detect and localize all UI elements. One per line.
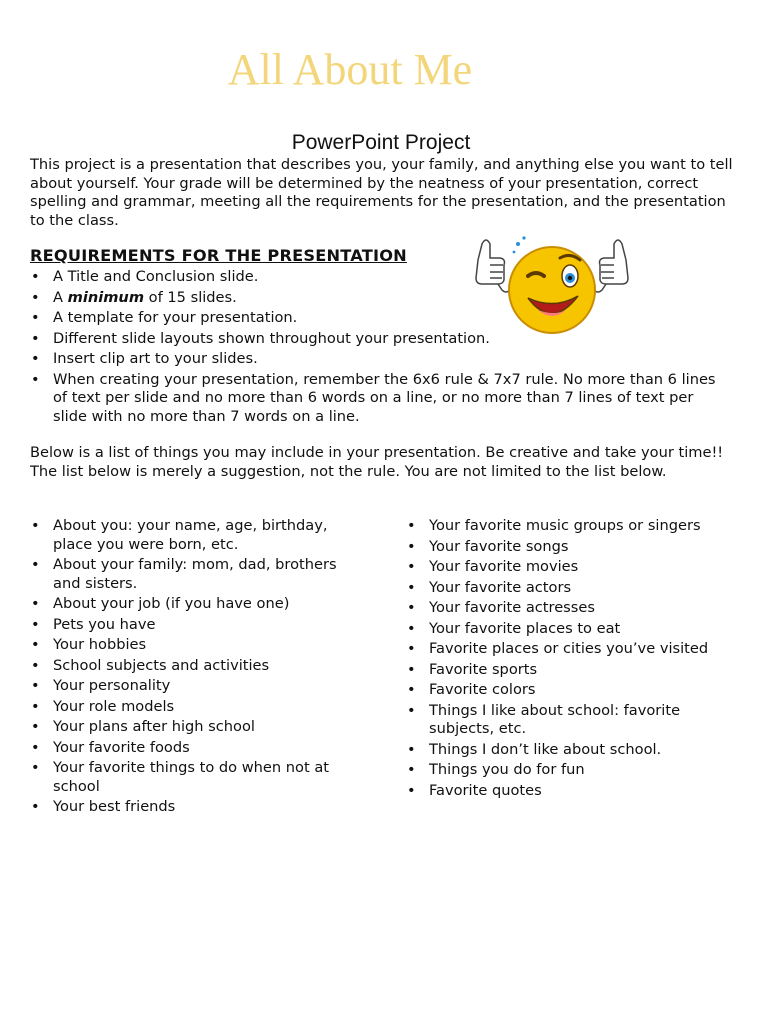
list-item: • Your personality [30,677,365,696]
list-item: • Things I like about school: favorite subjects, etc. [406,702,746,739]
list-item: • When creating your presentation, remember the 6x6 rule & 7x7 rule. No more than 6 lines of text per slide and no more than 6 words on a line, or no more than 7 lines of text per slide with no more than 7 words on a line. [30,371,730,427]
intro-paragraph: This project is a presentation that describes you, your family, and anything else you want to tell about yourself. Your grade will be determined by the neatness of your presentation, correct spelling and grammar, meeting all the requirements for the presentation, and the presentation to the class. [30,156,733,229]
list-item: • Things I don’t like about school. [406,741,746,760]
list-item: • Favorite places or cities you’ve visited [406,640,746,659]
item-text: of 15 slides. [144,288,237,306]
list-item: • Pets you have [30,616,365,635]
suggestions-list-left [30,517,365,819]
list-item: • School subjects and activities [30,657,365,676]
list-item: • Your favorite songs [406,538,746,557]
list-item: • Favorite colors [406,681,746,700]
list-item: • Your favorite places to eat [406,620,746,639]
list-item: • Your best friends [30,798,365,817]
list-item: • A Title and Conclusion slide. [30,268,730,287]
winking-thumbs-up-smiley-icon [466,232,638,342]
emphasis-text: minimum [67,288,145,306]
list-item: • Your plans after high school [30,718,365,737]
item-text: A [53,288,68,306]
list-item: • Your favorite actresses [406,599,746,618]
list-item: • Your role models [30,698,365,717]
list-item: • Insert clip art to your slides. [30,350,730,369]
list-item: • Your favorite things to do when not at school [30,759,365,796]
list-item: • About you: your name, age, birthday, place you were born, etc. [30,517,365,554]
suggestions-list-right [406,517,746,802]
suggestions-intro: Below is a list of things you may include in your presentation. Be creative and take your time!! The list below is merely a suggestion, not the rule. You are not limited to the list below. [30,444,724,480]
list-item: • Things you do for fun [406,761,746,780]
list-item: • Favorite quotes [406,782,746,801]
list-item: • Your favorite music groups or singers [406,517,746,536]
list-item: • A template for your presentation. [30,309,730,328]
list-item: • Your favorite movies [406,558,746,577]
list-item: • About your family: mom, dad, brothers and sisters. [30,556,365,593]
list-item: • Different slide layouts shown throughout your presentation. [30,330,730,349]
page-title: All About Me [227,45,473,94]
list-item: • Favorite sports [406,661,746,680]
list-item: • Your favorite foods [30,739,365,758]
list-item: • About your job (if you have one) [30,595,365,614]
list-item: • Your favorite actors [406,579,746,598]
project-subtitle: PowerPoint Project [291,131,471,154]
list-item: • Your hobbies [30,636,365,655]
requirements-heading: REQUIREMENTS FOR THE PRESENTATION [30,246,407,265]
